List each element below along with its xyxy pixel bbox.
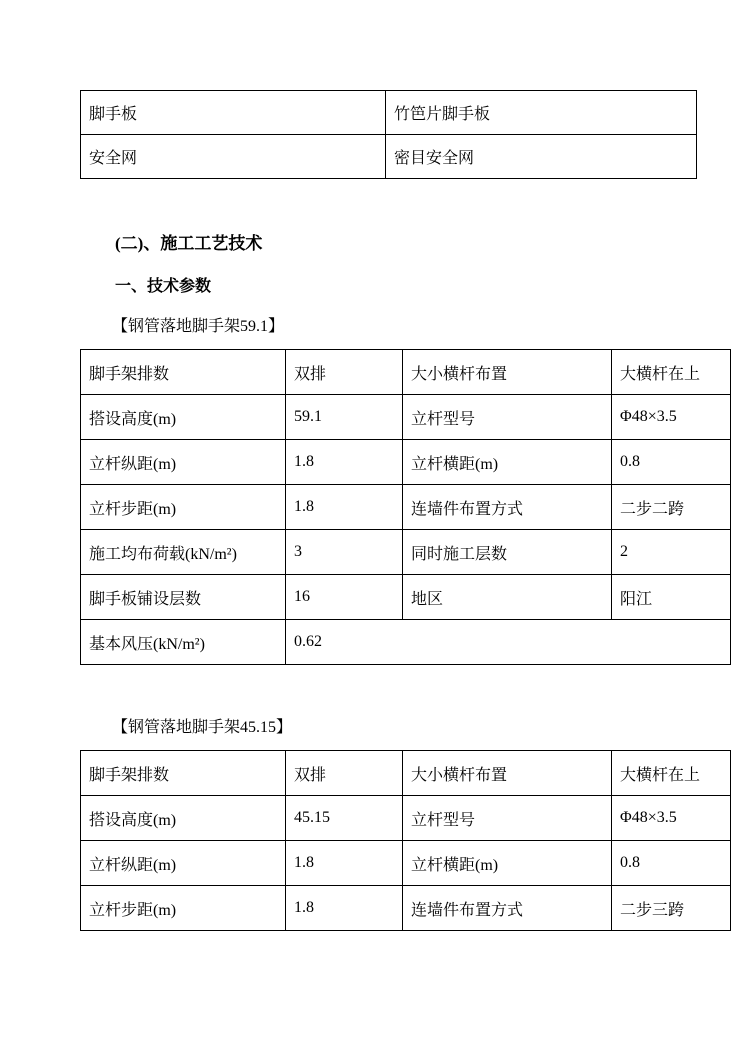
table-row xyxy=(81,485,731,530)
table-cell-label: 立杆纵距(m) xyxy=(81,841,286,886)
scaffold-params-table-59 xyxy=(80,349,731,665)
table-cell-value: 阳江 xyxy=(612,575,731,620)
subsection-heading: 一、技术参数 xyxy=(115,278,212,295)
table-row xyxy=(81,841,731,886)
table-cell-label: 连墙件布置方式 xyxy=(403,485,612,530)
table-cell-label: 脚手架排数 xyxy=(81,350,286,395)
table-row xyxy=(81,350,731,395)
table-row xyxy=(81,575,731,620)
table-cell-label: 脚手板铺设层数 xyxy=(81,575,286,620)
table-cell-value: 大横杆在上 xyxy=(612,751,731,796)
table-cell-value: 竹笆片脚手板 xyxy=(386,91,697,135)
table-row xyxy=(81,530,731,575)
table-cell-value: 1.8 xyxy=(286,485,403,530)
table-cell-value: 0.8 xyxy=(612,440,731,485)
table-cell-label: 立杆横距(m) xyxy=(403,841,612,886)
table-cell-label: 立杆横距(m) xyxy=(403,440,612,485)
table-cell-value: 0.8 xyxy=(612,841,731,886)
table-cell-label: 脚手架排数 xyxy=(81,751,286,796)
table-cell-label: 大小横杆布置 xyxy=(403,751,612,796)
section-heading: (二)、施工工艺技术 xyxy=(115,234,263,253)
table-cell-value: 1.8 xyxy=(286,841,403,886)
table-cell-label: 安全网 xyxy=(81,135,386,179)
table-cell-value: 大横杆在上 xyxy=(612,350,731,395)
table-row xyxy=(81,395,731,440)
table-cell-value: 二步二跨 xyxy=(612,485,731,530)
table-caption-59: 【钢管落地脚手架59.1】 xyxy=(112,318,285,335)
materials-table xyxy=(80,90,697,179)
table-cell-label: 搭设高度(m) xyxy=(81,395,286,440)
table-cell-value: 3 xyxy=(286,530,403,575)
table-cell-value: 16 xyxy=(286,575,403,620)
table-cell-value: 1.8 xyxy=(286,886,403,931)
table-cell-value: 59.1 xyxy=(286,395,403,440)
table-cell-label: 立杆型号 xyxy=(403,796,612,841)
table-row xyxy=(81,796,731,841)
table-cell-label: 搭设高度(m) xyxy=(81,796,286,841)
table-cell-value: 二步三跨 xyxy=(612,886,731,931)
table-cell-value: Φ48×3.5 xyxy=(612,395,731,440)
table-row xyxy=(81,620,731,665)
table-cell-label: 脚手板 xyxy=(81,91,386,135)
table-cell-label: 立杆步距(m) xyxy=(81,886,286,931)
table-row xyxy=(81,91,697,135)
table-cell-value: 0.62 xyxy=(286,620,731,665)
table-cell-label: 施工均布荷载(kN/m²) xyxy=(81,530,286,575)
table-cell-label: 基本风压(kN/m²) xyxy=(81,620,286,665)
table-cell-value: 2 xyxy=(612,530,731,575)
table-row xyxy=(81,440,731,485)
table-cell-label: 地区 xyxy=(403,575,612,620)
table-cell-label: 立杆纵距(m) xyxy=(81,440,286,485)
table-cell-label: 立杆型号 xyxy=(403,395,612,440)
table-row xyxy=(81,751,731,796)
table-cell-value: 1.8 xyxy=(286,440,403,485)
table-cell-label: 连墙件布置方式 xyxy=(403,886,612,931)
table-cell-label: 大小横杆布置 xyxy=(403,350,612,395)
table-cell-value: Φ48×3.5 xyxy=(612,796,731,841)
table-cell-label: 立杆步距(m) xyxy=(81,485,286,530)
table-cell-value: 双排 xyxy=(286,751,403,796)
table-row xyxy=(81,886,731,931)
table-cell-value: 45.15 xyxy=(286,796,403,841)
table-cell-value: 双排 xyxy=(286,350,403,395)
table-caption-45: 【钢管落地脚手架45.15】 xyxy=(112,719,293,736)
scaffold-params-table-45 xyxy=(80,750,731,931)
table-row xyxy=(81,135,697,179)
table-cell-label: 同时施工层数 xyxy=(403,530,612,575)
table-cell-value: 密目安全网 xyxy=(386,135,697,179)
